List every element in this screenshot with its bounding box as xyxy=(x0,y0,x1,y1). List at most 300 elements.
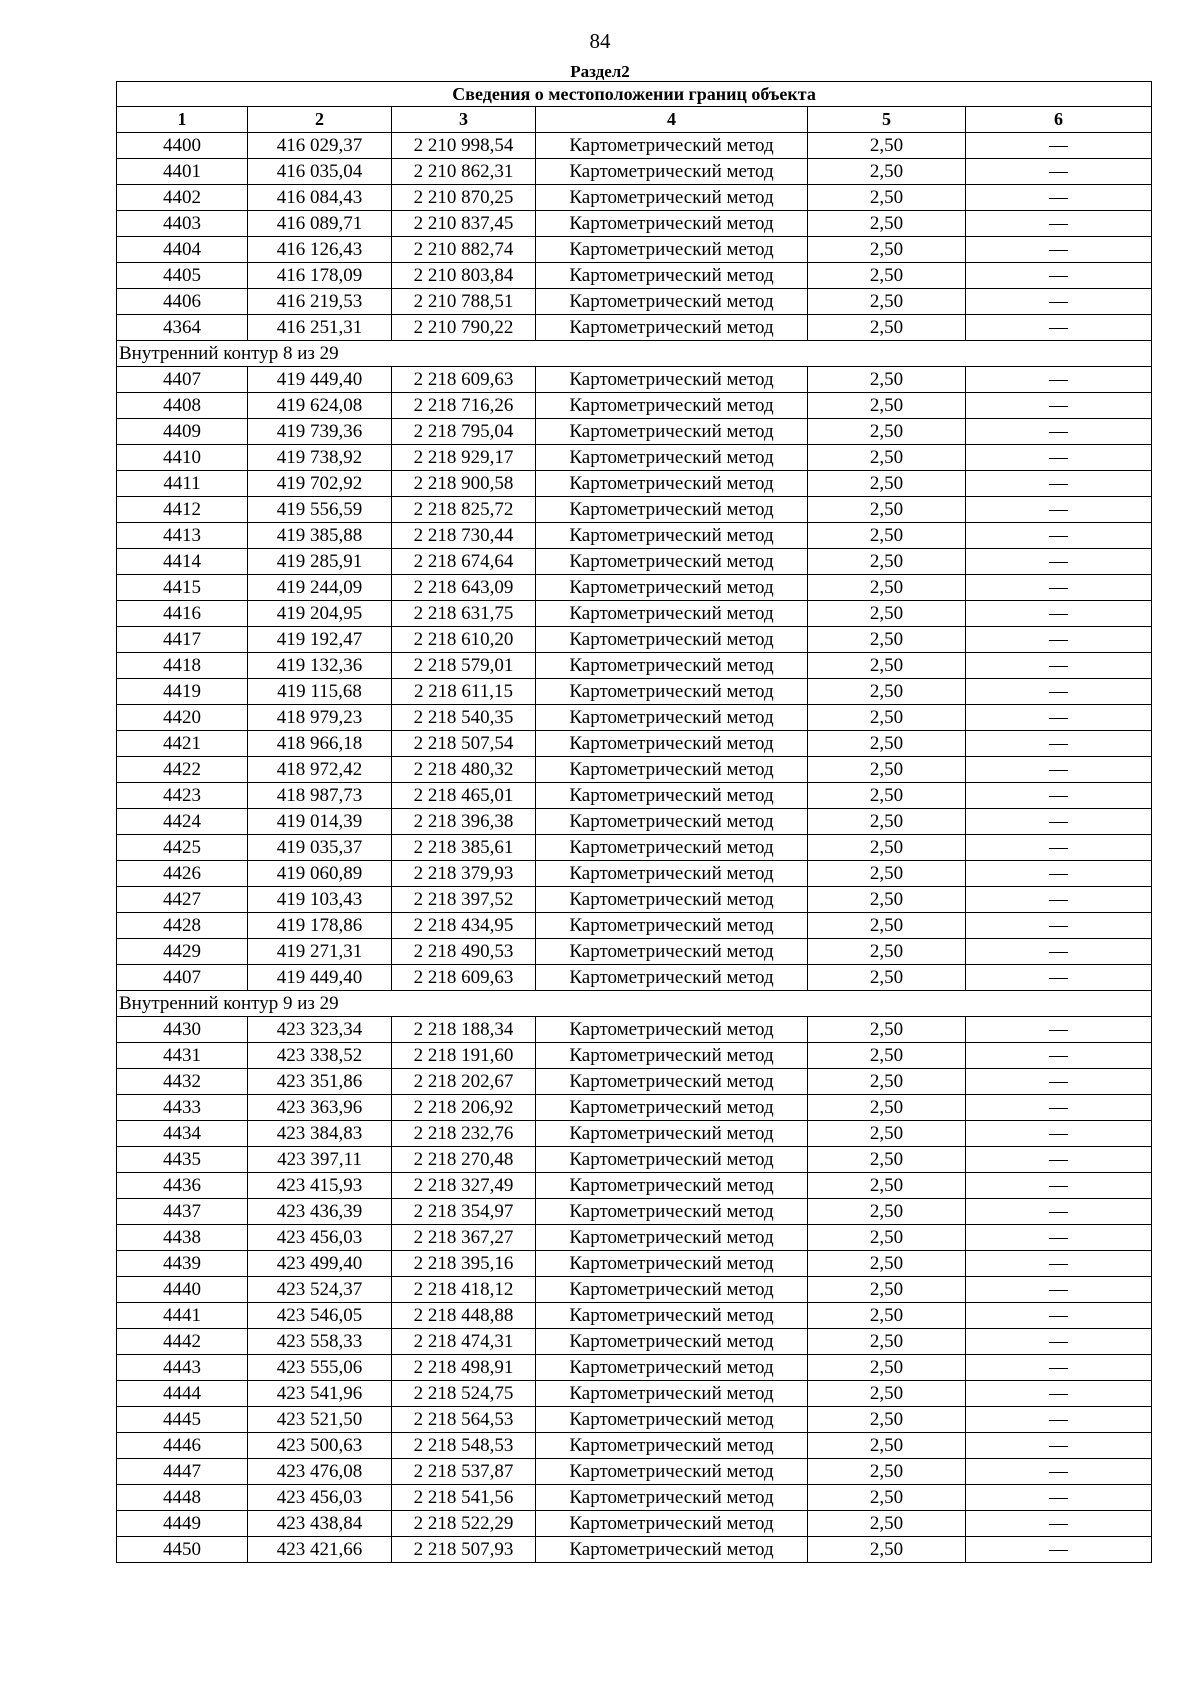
point-number-cell: 4418 xyxy=(117,653,248,679)
table-row xyxy=(117,679,1152,705)
description-cell: — xyxy=(966,471,1152,497)
x-coordinate-cell: 416 251,31 xyxy=(248,315,392,341)
table-row xyxy=(117,705,1152,731)
accuracy-cell: 2,50 xyxy=(808,185,966,211)
y-coordinate-cell: 2 218 232,76 xyxy=(392,1121,536,1147)
point-number-cell: 4431 xyxy=(117,1043,248,1069)
description-cell: — xyxy=(966,887,1152,913)
x-coordinate-cell: 423 438,84 xyxy=(248,1511,392,1537)
method-cell: Картометрический метод xyxy=(536,1407,808,1433)
table-row xyxy=(117,653,1152,679)
method-cell: Картометрический метод xyxy=(536,601,808,627)
point-number-cell: 4402 xyxy=(117,185,248,211)
x-coordinate-cell: 423 500,63 xyxy=(248,1433,392,1459)
x-coordinate-cell: 419 449,40 xyxy=(248,367,392,393)
point-number-cell: 4433 xyxy=(117,1095,248,1121)
accuracy-cell: 2,50 xyxy=(808,1303,966,1329)
point-number-cell: 4415 xyxy=(117,575,248,601)
y-coordinate-cell: 2 218 206,92 xyxy=(392,1095,536,1121)
y-coordinate-cell: 2 210 803,84 xyxy=(392,263,536,289)
description-cell: — xyxy=(966,705,1152,731)
x-coordinate-cell: 418 972,42 xyxy=(248,757,392,783)
method-cell: Картометрический метод xyxy=(536,1069,808,1095)
x-coordinate-cell: 419 014,39 xyxy=(248,809,392,835)
point-number-cell: 4429 xyxy=(117,939,248,965)
description-cell: — xyxy=(966,1199,1152,1225)
table-row xyxy=(117,471,1152,497)
y-coordinate-cell: 2 218 480,32 xyxy=(392,757,536,783)
accuracy-cell: 2,50 xyxy=(808,1407,966,1433)
description-cell: — xyxy=(966,627,1152,653)
description-cell: — xyxy=(966,1043,1152,1069)
y-coordinate-cell: 2 218 270,48 xyxy=(392,1147,536,1173)
x-coordinate-cell: 423 558,33 xyxy=(248,1329,392,1355)
description-cell: — xyxy=(966,731,1152,757)
point-number-cell: 4407 xyxy=(117,367,248,393)
accuracy-cell: 2,50 xyxy=(808,1147,966,1173)
x-coordinate-cell: 416 035,04 xyxy=(248,159,392,185)
table-row xyxy=(117,731,1152,757)
accuracy-cell: 2,50 xyxy=(808,1173,966,1199)
table-caption: Сведения о местоположении границ объекта xyxy=(117,82,1152,107)
description-cell: — xyxy=(966,1147,1152,1173)
table-body xyxy=(117,133,1152,1563)
x-coordinate-cell: 419 449,40 xyxy=(248,965,392,991)
table-row xyxy=(117,315,1152,341)
point-number-cell: 4417 xyxy=(117,627,248,653)
table-row xyxy=(117,445,1152,471)
y-coordinate-cell: 2 218 548,53 xyxy=(392,1433,536,1459)
boundary-coordinates-table xyxy=(116,81,1152,1563)
point-number-cell: 4364 xyxy=(117,315,248,341)
point-number-cell: 4444 xyxy=(117,1381,248,1407)
method-cell: Картометрический метод xyxy=(536,1043,808,1069)
table-row xyxy=(117,861,1152,887)
description-cell: — xyxy=(966,445,1152,471)
accuracy-cell: 2,50 xyxy=(808,965,966,991)
table-row xyxy=(117,159,1152,185)
table-row xyxy=(117,1511,1152,1537)
accuracy-cell: 2,50 xyxy=(808,1225,966,1251)
description-cell: — xyxy=(966,1381,1152,1407)
y-coordinate-cell: 2 218 795,04 xyxy=(392,419,536,445)
method-cell: Картометрический метод xyxy=(536,367,808,393)
x-coordinate-cell: 419 702,92 xyxy=(248,471,392,497)
point-number-cell: 4412 xyxy=(117,497,248,523)
accuracy-cell: 2,50 xyxy=(808,1329,966,1355)
method-cell: Картометрический метод xyxy=(536,1147,808,1173)
x-coordinate-cell: 423 521,50 xyxy=(248,1407,392,1433)
method-cell: Картометрический метод xyxy=(536,237,808,263)
description-cell: — xyxy=(966,1303,1152,1329)
x-coordinate-cell: 418 987,73 xyxy=(248,783,392,809)
x-coordinate-cell: 423 555,06 xyxy=(248,1355,392,1381)
point-number-cell: 4441 xyxy=(117,1303,248,1329)
y-coordinate-cell: 2 218 202,67 xyxy=(392,1069,536,1095)
method-cell: Картометрический метод xyxy=(536,263,808,289)
point-number-cell: 4425 xyxy=(117,835,248,861)
point-number-cell: 4408 xyxy=(117,393,248,419)
x-coordinate-cell: 419 060,89 xyxy=(248,861,392,887)
accuracy-cell: 2,50 xyxy=(808,887,966,913)
table-row xyxy=(117,211,1152,237)
table-row xyxy=(117,757,1152,783)
method-cell: Картометрический метод xyxy=(536,965,808,991)
accuracy-cell: 2,50 xyxy=(808,289,966,315)
x-coordinate-cell: 419 192,47 xyxy=(248,627,392,653)
description-cell: — xyxy=(966,1407,1152,1433)
table-row xyxy=(117,1043,1152,1069)
x-coordinate-cell: 419 624,08 xyxy=(248,393,392,419)
x-coordinate-cell: 423 384,83 xyxy=(248,1121,392,1147)
description-cell: — xyxy=(966,809,1152,835)
accuracy-cell: 2,50 xyxy=(808,263,966,289)
accuracy-cell: 2,50 xyxy=(808,315,966,341)
method-cell: Картометрический метод xyxy=(536,1017,808,1043)
accuracy-cell: 2,50 xyxy=(808,445,966,471)
method-cell: Картометрический метод xyxy=(536,289,808,315)
table-row xyxy=(117,887,1152,913)
x-coordinate-cell: 423 338,52 xyxy=(248,1043,392,1069)
point-number-cell: 4428 xyxy=(117,913,248,939)
y-coordinate-cell: 2 218 564,53 xyxy=(392,1407,536,1433)
method-cell: Картометрический метод xyxy=(536,1173,808,1199)
method-cell: Картометрический метод xyxy=(536,393,808,419)
description-cell: — xyxy=(966,1511,1152,1537)
accuracy-cell: 2,50 xyxy=(808,393,966,419)
y-coordinate-cell: 2 218 191,60 xyxy=(392,1043,536,1069)
contour-label: Внутренний контур 9 из 29 xyxy=(117,991,1152,1017)
accuracy-cell: 2,50 xyxy=(808,1381,966,1407)
x-coordinate-cell: 416 029,37 xyxy=(248,133,392,159)
y-coordinate-cell: 2 218 579,01 xyxy=(392,653,536,679)
accuracy-cell: 2,50 xyxy=(808,159,966,185)
y-coordinate-cell: 2 218 541,56 xyxy=(392,1485,536,1511)
description-cell: — xyxy=(966,159,1152,185)
x-coordinate-cell: 423 323,34 xyxy=(248,1017,392,1043)
description-cell: — xyxy=(966,497,1152,523)
table-row xyxy=(117,1381,1152,1407)
method-cell: Картометрический метод xyxy=(536,523,808,549)
accuracy-cell: 2,50 xyxy=(808,1355,966,1381)
table-row xyxy=(117,1277,1152,1303)
description-cell: — xyxy=(966,575,1152,601)
table-row xyxy=(117,1537,1152,1563)
table-row xyxy=(117,289,1152,315)
point-number-cell: 4448 xyxy=(117,1485,248,1511)
x-coordinate-cell: 423 524,37 xyxy=(248,1277,392,1303)
x-coordinate-cell: 423 436,39 xyxy=(248,1199,392,1225)
column-header-6: 6 xyxy=(966,107,1152,133)
contour-label: Внутренний контур 8 из 29 xyxy=(117,341,1152,367)
method-cell: Картометрический метод xyxy=(536,757,808,783)
method-cell: Картометрический метод xyxy=(536,1537,808,1563)
table-row xyxy=(117,1485,1152,1511)
page-number: 84 xyxy=(589,29,611,53)
method-cell: Картометрический метод xyxy=(536,1277,808,1303)
point-number-cell: 4445 xyxy=(117,1407,248,1433)
table-row xyxy=(117,783,1152,809)
description-cell: — xyxy=(966,757,1152,783)
method-cell: Картометрический метод xyxy=(536,1459,808,1485)
description-cell: — xyxy=(966,653,1152,679)
accuracy-cell: 2,50 xyxy=(808,1017,966,1043)
accuracy-cell: 2,50 xyxy=(808,731,966,757)
accuracy-cell: 2,50 xyxy=(808,1069,966,1095)
y-coordinate-cell: 2 218 674,64 xyxy=(392,549,536,575)
table-row xyxy=(117,419,1152,445)
method-cell: Картометрический метод xyxy=(536,1485,808,1511)
description-cell: — xyxy=(966,185,1152,211)
y-coordinate-cell: 2 218 498,91 xyxy=(392,1355,536,1381)
description-cell: — xyxy=(966,1069,1152,1095)
accuracy-cell: 2,50 xyxy=(808,1199,966,1225)
description-cell: — xyxy=(966,315,1152,341)
description-cell: — xyxy=(966,1095,1152,1121)
accuracy-cell: 2,50 xyxy=(808,237,966,263)
x-coordinate-cell: 419 204,95 xyxy=(248,601,392,627)
description-cell: — xyxy=(966,679,1152,705)
point-number-cell: 4416 xyxy=(117,601,248,627)
point-number-cell: 4440 xyxy=(117,1277,248,1303)
y-coordinate-cell: 2 218 522,29 xyxy=(392,1511,536,1537)
y-coordinate-cell: 2 210 837,45 xyxy=(392,211,536,237)
table-row xyxy=(117,1407,1152,1433)
table-row xyxy=(117,1147,1152,1173)
accuracy-cell: 2,50 xyxy=(808,211,966,237)
contour-header-row xyxy=(117,991,1152,1017)
table-row xyxy=(117,939,1152,965)
method-cell: Картометрический метод xyxy=(536,731,808,757)
table-row xyxy=(117,627,1152,653)
accuracy-cell: 2,50 xyxy=(808,783,966,809)
y-coordinate-cell: 2 218 609,63 xyxy=(392,367,536,393)
description-cell: — xyxy=(966,263,1152,289)
point-number-cell: 4420 xyxy=(117,705,248,731)
y-coordinate-cell: 2 210 790,22 xyxy=(392,315,536,341)
y-coordinate-cell: 2 218 490,53 xyxy=(392,939,536,965)
y-coordinate-cell: 2 218 929,17 xyxy=(392,445,536,471)
point-number-cell: 4442 xyxy=(117,1329,248,1355)
method-cell: Картометрический метод xyxy=(536,575,808,601)
method-cell: Картометрический метод xyxy=(536,133,808,159)
y-coordinate-cell: 2 210 862,31 xyxy=(392,159,536,185)
y-coordinate-cell: 2 218 631,75 xyxy=(392,601,536,627)
point-number-cell: 4403 xyxy=(117,211,248,237)
table-row xyxy=(117,393,1152,419)
point-number-cell: 4401 xyxy=(117,159,248,185)
method-cell: Картометрический метод xyxy=(536,1329,808,1355)
accuracy-cell: 2,50 xyxy=(808,913,966,939)
method-cell: Картометрический метод xyxy=(536,211,808,237)
y-coordinate-cell: 2 218 507,93 xyxy=(392,1537,536,1563)
accuracy-cell: 2,50 xyxy=(808,679,966,705)
y-coordinate-cell: 2 218 507,54 xyxy=(392,731,536,757)
description-cell: — xyxy=(966,835,1152,861)
description-cell: — xyxy=(966,1329,1152,1355)
point-number-cell: 4414 xyxy=(117,549,248,575)
table-row xyxy=(117,575,1152,601)
x-coordinate-cell: 418 979,23 xyxy=(248,705,392,731)
x-coordinate-cell: 419 178,86 xyxy=(248,913,392,939)
point-number-cell: 4404 xyxy=(117,237,248,263)
x-coordinate-cell: 423 415,93 xyxy=(248,1173,392,1199)
table-row xyxy=(117,237,1152,263)
x-coordinate-cell: 419 244,09 xyxy=(248,575,392,601)
accuracy-cell: 2,50 xyxy=(808,1251,966,1277)
x-coordinate-cell: 423 546,05 xyxy=(248,1303,392,1329)
y-coordinate-cell: 2 218 540,35 xyxy=(392,705,536,731)
point-number-cell: 4424 xyxy=(117,809,248,835)
table-row xyxy=(117,1433,1152,1459)
point-number-cell: 4400 xyxy=(117,133,248,159)
table-row xyxy=(117,1199,1152,1225)
method-cell: Картометрический метод xyxy=(536,471,808,497)
x-coordinate-cell: 423 456,03 xyxy=(248,1485,392,1511)
x-coordinate-cell: 416 178,09 xyxy=(248,263,392,289)
method-cell: Картометрический метод xyxy=(536,1225,808,1251)
method-cell: Картометрический метод xyxy=(536,159,808,185)
accuracy-cell: 2,50 xyxy=(808,757,966,783)
description-cell: — xyxy=(966,1173,1152,1199)
y-coordinate-cell: 2 218 716,26 xyxy=(392,393,536,419)
method-cell: Картометрический метод xyxy=(536,887,808,913)
method-cell: Картометрический метод xyxy=(536,315,808,341)
accuracy-cell: 2,50 xyxy=(808,549,966,575)
method-cell: Картометрический метод xyxy=(536,1381,808,1407)
x-coordinate-cell: 423 476,08 xyxy=(248,1459,392,1485)
description-cell: — xyxy=(966,601,1152,627)
y-coordinate-cell: 2 218 730,44 xyxy=(392,523,536,549)
method-cell: Картометрический метод xyxy=(536,1511,808,1537)
method-cell: Картометрический метод xyxy=(536,835,808,861)
point-number-cell: 4405 xyxy=(117,263,248,289)
y-coordinate-cell: 2 210 870,25 xyxy=(392,185,536,211)
y-coordinate-cell: 2 218 611,15 xyxy=(392,679,536,705)
method-cell: Картометрический метод xyxy=(536,939,808,965)
method-cell: Картометрический метод xyxy=(536,185,808,211)
y-coordinate-cell: 2 210 788,51 xyxy=(392,289,536,315)
accuracy-cell: 2,50 xyxy=(808,705,966,731)
description-cell: — xyxy=(966,939,1152,965)
section-title: Раздел2 xyxy=(570,62,630,81)
description-cell: — xyxy=(966,1433,1152,1459)
table-row xyxy=(117,1121,1152,1147)
accuracy-cell: 2,50 xyxy=(808,575,966,601)
method-cell: Картометрический метод xyxy=(536,1303,808,1329)
method-cell: Картометрический метод xyxy=(536,419,808,445)
x-coordinate-cell: 423 456,03 xyxy=(248,1225,392,1251)
description-cell: — xyxy=(966,1277,1152,1303)
x-coordinate-cell: 423 351,86 xyxy=(248,1069,392,1095)
accuracy-cell: 2,50 xyxy=(808,653,966,679)
method-cell: Картометрический метод xyxy=(536,913,808,939)
point-number-cell: 4435 xyxy=(117,1147,248,1173)
x-coordinate-cell: 423 541,96 xyxy=(248,1381,392,1407)
method-cell: Картометрический метод xyxy=(536,809,808,835)
y-coordinate-cell: 2 218 524,75 xyxy=(392,1381,536,1407)
y-coordinate-cell: 2 218 643,09 xyxy=(392,575,536,601)
description-cell: — xyxy=(966,1225,1152,1251)
x-coordinate-cell: 419 115,68 xyxy=(248,679,392,705)
y-coordinate-cell: 2 218 354,97 xyxy=(392,1199,536,1225)
accuracy-cell: 2,50 xyxy=(808,939,966,965)
table-row xyxy=(117,1355,1152,1381)
table-row xyxy=(117,835,1152,861)
description-cell: — xyxy=(966,965,1152,991)
method-cell: Картометрический метод xyxy=(536,1355,808,1381)
x-coordinate-cell: 419 035,37 xyxy=(248,835,392,861)
method-cell: Картометрический метод xyxy=(536,1095,808,1121)
y-coordinate-cell: 2 218 900,58 xyxy=(392,471,536,497)
table-row xyxy=(117,263,1152,289)
method-cell: Картометрический метод xyxy=(536,783,808,809)
method-cell: Картометрический метод xyxy=(536,1199,808,1225)
accuracy-cell: 2,50 xyxy=(808,1511,966,1537)
table-caption-row xyxy=(117,82,1152,107)
point-number-cell: 4419 xyxy=(117,679,248,705)
x-coordinate-cell: 419 739,36 xyxy=(248,419,392,445)
description-cell: — xyxy=(966,419,1152,445)
accuracy-cell: 2,50 xyxy=(808,809,966,835)
point-number-cell: 4410 xyxy=(117,445,248,471)
method-cell: Картометрический метод xyxy=(536,679,808,705)
point-number-cell: 4439 xyxy=(117,1251,248,1277)
method-cell: Картометрический метод xyxy=(536,497,808,523)
table-row xyxy=(117,549,1152,575)
x-coordinate-cell: 419 556,59 xyxy=(248,497,392,523)
accuracy-cell: 2,50 xyxy=(808,419,966,445)
x-coordinate-cell: 423 499,40 xyxy=(248,1251,392,1277)
contour-header-row xyxy=(117,341,1152,367)
column-header-4: 4 xyxy=(536,107,808,133)
point-number-cell: 4432 xyxy=(117,1069,248,1095)
y-coordinate-cell: 2 210 882,74 xyxy=(392,237,536,263)
accuracy-cell: 2,50 xyxy=(808,1121,966,1147)
x-coordinate-cell: 419 132,36 xyxy=(248,653,392,679)
accuracy-cell: 2,50 xyxy=(808,1459,966,1485)
point-number-cell: 4422 xyxy=(117,757,248,783)
table-row xyxy=(117,1251,1152,1277)
accuracy-cell: 2,50 xyxy=(808,1277,966,1303)
description-cell: — xyxy=(966,393,1152,419)
y-coordinate-cell: 2 218 395,16 xyxy=(392,1251,536,1277)
description-cell: — xyxy=(966,549,1152,575)
table-row xyxy=(117,1303,1152,1329)
y-coordinate-cell: 2 218 465,01 xyxy=(392,783,536,809)
method-cell: Картометрический метод xyxy=(536,1433,808,1459)
y-coordinate-cell: 2 218 610,20 xyxy=(392,627,536,653)
y-coordinate-cell: 2 218 609,63 xyxy=(392,965,536,991)
description-cell: — xyxy=(966,913,1152,939)
table-row xyxy=(117,367,1152,393)
point-number-cell: 4438 xyxy=(117,1225,248,1251)
column-header-1: 1 xyxy=(117,107,248,133)
table-row xyxy=(117,809,1152,835)
description-cell: — xyxy=(966,1537,1152,1563)
y-coordinate-cell: 2 218 379,93 xyxy=(392,861,536,887)
description-cell: — xyxy=(966,211,1152,237)
accuracy-cell: 2,50 xyxy=(808,1537,966,1563)
point-number-cell: 4411 xyxy=(117,471,248,497)
table-row xyxy=(117,497,1152,523)
y-coordinate-cell: 2 218 327,49 xyxy=(392,1173,536,1199)
y-coordinate-cell: 2 218 537,87 xyxy=(392,1459,536,1485)
table-row xyxy=(117,1069,1152,1095)
description-cell: — xyxy=(966,237,1152,263)
y-coordinate-cell: 2 210 998,54 xyxy=(392,133,536,159)
point-number-cell: 4437 xyxy=(117,1199,248,1225)
